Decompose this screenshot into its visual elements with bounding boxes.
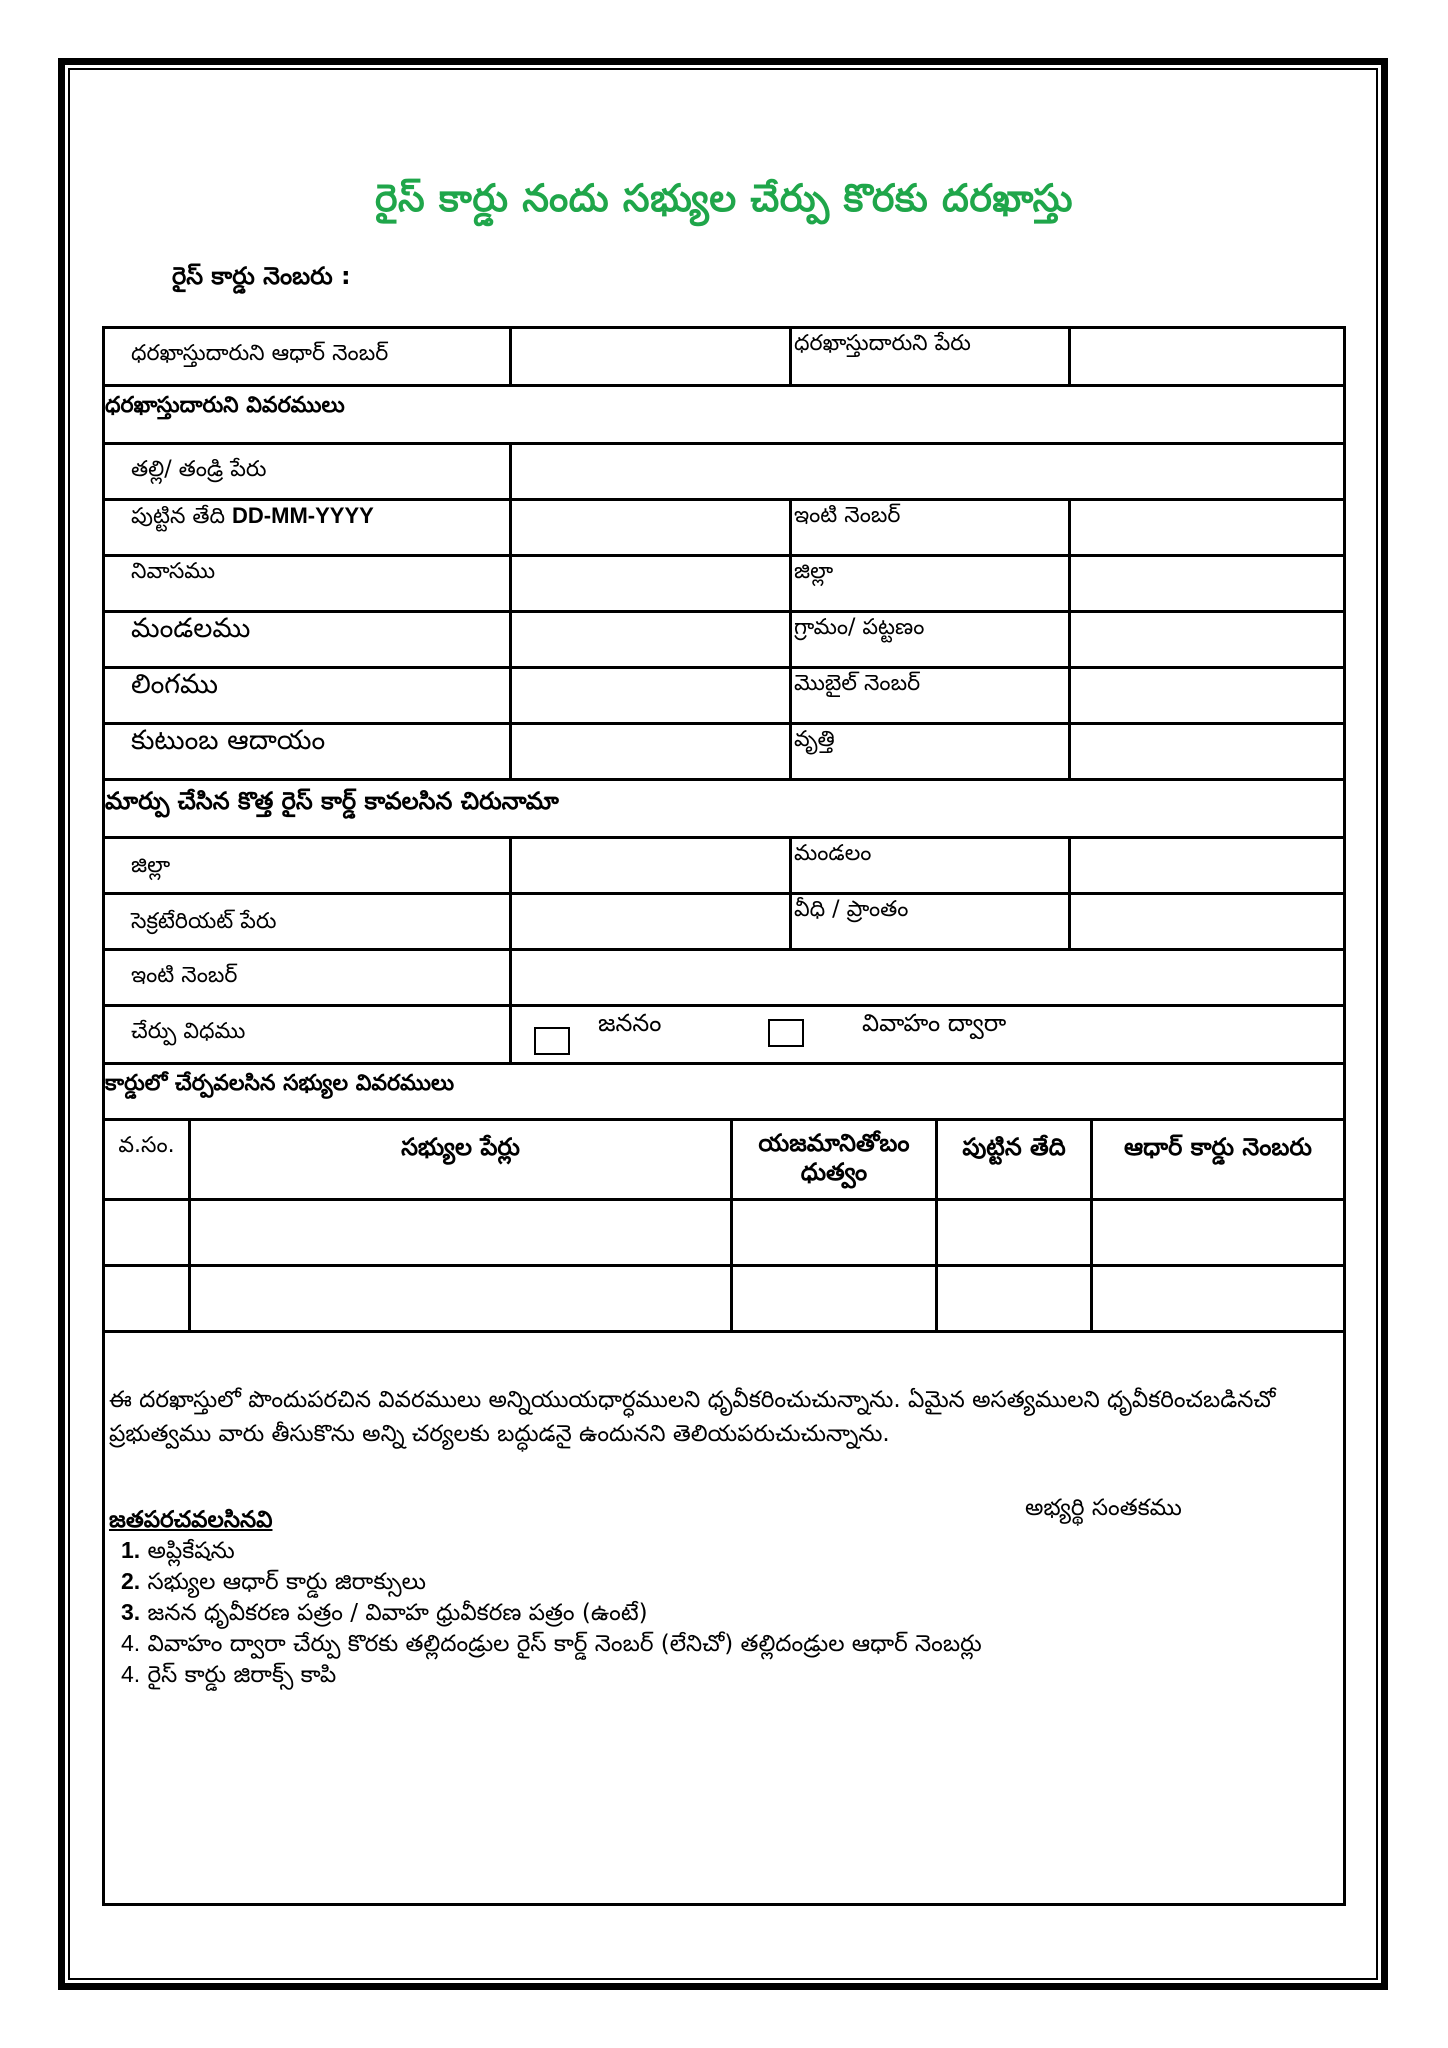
- member-relationship-field[interactable]: [733, 1267, 938, 1330]
- enclosures-list: [109, 1535, 1339, 1690]
- addition-method-row: [105, 1007, 1343, 1065]
- applicant-aadhaar-field[interactable]: [512, 329, 792, 384]
- addition-method-label: చేర్పు విధము: [105, 1007, 512, 1062]
- enclosure-text: వివాహం ద్వారా చేర్పు కొరకు తల్లిదండ్రుల రైస్ కార్డ్ నెంబర్ (లేనిచో) తల్లిదండ్రుల ఆధార్ నెంబర్లు: [147, 1631, 982, 1657]
- address-mandal-label: మండలం: [792, 839, 1071, 892]
- col-member-names: సభ్యుల పేర్లు: [191, 1121, 733, 1198]
- enclosure-item: [121, 1597, 1339, 1628]
- col-relationship: యజమానితోబం ధుత్వం: [733, 1121, 938, 1198]
- residence-row: [105, 557, 1343, 613]
- rice-card-number-label: రైస్ కార్డు నెంబరు :: [172, 262, 351, 290]
- enclosures-title: జతపరచవలసినవి: [109, 1507, 273, 1533]
- enclosure-item: [121, 1535, 1339, 1566]
- col-aadhaar-number: ఆధార్ కార్డు నెంబరు: [1124, 1133, 1312, 1161]
- parent-name-field[interactable]: [512, 445, 1343, 498]
- members-details-heading: కార్డులో చేర్పవలసిన సభ్యుల వివరములు: [105, 1065, 1343, 1121]
- application-form-table: [102, 326, 1346, 1906]
- member-relationship-field[interactable]: [733, 1201, 938, 1264]
- gender-label: లింగము: [105, 669, 512, 722]
- parent-name-row: [105, 445, 1343, 501]
- member-name-field[interactable]: [191, 1267, 733, 1330]
- occupation-field[interactable]: [1071, 725, 1343, 778]
- secretariat-name-field[interactable]: [512, 895, 792, 948]
- birth-checkbox[interactable]: [534, 1027, 570, 1055]
- applicant-id-row: [105, 329, 1343, 387]
- declaration-section: [105, 1333, 1343, 1903]
- enclosure-text: రైస్ కార్డు జిరాక్స్ కాపి: [147, 1662, 337, 1688]
- declaration-text: ఈ దరఖాస్తులో పొందుపరచిన వివరములు అన్నియుయధార్ధములని ధృవీకరించుచున్నాను. ఏమైన అసత్యములని ధృవీకరించబడినచో ప్రభుత్వము వారు తీసుకొను అన్ని చర్యలకు బద్ధుడనై ఉందునని తెలియపరుచుచున్నాను.: [109, 1387, 1276, 1447]
- member-name-field[interactable]: [191, 1201, 733, 1264]
- residence-label: నివాసము: [105, 557, 512, 610]
- secretariat-name-label: సెక్రటేరియట్ పేరు: [105, 895, 512, 948]
- birth-option-label: జననం: [598, 1009, 662, 1037]
- mandal-label: మండలము: [105, 613, 512, 666]
- mobile-number-field[interactable]: [1071, 669, 1343, 722]
- dob-label-text: పుట్టిన తేది: [131, 504, 226, 529]
- enclosure-number: 3.: [121, 1599, 141, 1625]
- address-mandal-field[interactable]: [1071, 839, 1343, 892]
- dob-format-hint: DD-MM-YYYY: [232, 503, 374, 528]
- gender-row: [105, 669, 1343, 725]
- family-income-row: [105, 725, 1343, 781]
- member-aadhaar-field[interactable]: [1093, 1201, 1343, 1264]
- family-income-label: కుటుంబ ఆదాయం: [105, 725, 512, 778]
- member-dob-field[interactable]: [938, 1201, 1093, 1264]
- mandal-field[interactable]: [512, 613, 792, 666]
- col-date-of-birth: పుట్టిన తేది: [938, 1121, 1093, 1198]
- member-row: [105, 1201, 1343, 1267]
- district-label: జిల్లా: [792, 557, 1071, 610]
- member-dob-field[interactable]: [938, 1267, 1093, 1330]
- occupation-label: వృత్తి: [792, 725, 1071, 778]
- parent-name-label: తల్లి/ తండ్రి పేరు: [105, 445, 512, 498]
- address-house-number-row: [105, 951, 1343, 1007]
- enclosure-text: అప్లికేషను: [147, 1538, 235, 1564]
- enclosure-text: జనన ధృవీకరణ పత్రం / వివాహ ధ్రువీకరణ పత్రం (ఉంటే): [147, 1600, 648, 1626]
- addition-method-options: [512, 1007, 1343, 1065]
- address-district-label: జిల్లా: [105, 839, 512, 892]
- col-serial-no: వ.సం.: [105, 1121, 191, 1198]
- marriage-checkbox[interactable]: [768, 1019, 804, 1047]
- district-field[interactable]: [1071, 557, 1343, 610]
- applicant-aadhaar-label: ధరఖాస్తుదారుని ఆధార్ నెంబర్: [105, 329, 512, 384]
- members-table-header: [105, 1121, 1343, 1201]
- new-card-address-heading: మార్పు చేసిన కొత్త రైస్ కార్డ్ కావలసిన చిరునామా: [105, 781, 1343, 839]
- member-aadhaar-field[interactable]: [1093, 1267, 1343, 1330]
- member-row: [105, 1267, 1343, 1333]
- address-district-row: [105, 839, 1343, 895]
- dob-row: [105, 501, 1343, 557]
- applicant-name-label: ధరఖాస్తుదారుని పేరు: [792, 329, 1071, 384]
- applicant-signature-label: అభ్యర్థి సంతకము: [1025, 1495, 1182, 1521]
- street-area-field[interactable]: [1071, 895, 1343, 948]
- declaration-block: [105, 1333, 1343, 1903]
- dob-label: [105, 501, 512, 554]
- member-serial-field[interactable]: [105, 1201, 191, 1264]
- enclosure-number: 2.: [121, 1568, 141, 1594]
- mandal-row: [105, 613, 1343, 669]
- secretariat-row: [105, 895, 1343, 951]
- family-income-field[interactable]: [512, 725, 792, 778]
- village-town-label: గ్రామం/ పట్టణం: [792, 613, 1071, 666]
- street-area-label: వీధి / ప్రాంతం: [792, 895, 1071, 948]
- address-house-number-field[interactable]: [512, 951, 1343, 1004]
- house-number-field[interactable]: [1071, 501, 1343, 554]
- enclosure-item: [121, 1566, 1339, 1597]
- marriage-option-label: వివాహం ద్వారా: [862, 1009, 1007, 1037]
- enclosure-number: 4.: [121, 1661, 141, 1687]
- house-number-label: ఇంటి నెంబర్: [792, 501, 1071, 554]
- dob-field[interactable]: [512, 501, 792, 554]
- applicant-details-heading: ధరఖాస్తుదారుని వివరములు: [105, 387, 1343, 445]
- enclosure-item: [121, 1628, 1339, 1659]
- address-house-number-label: ఇంటి నెంబర్: [105, 951, 512, 1004]
- member-serial-field[interactable]: [105, 1267, 191, 1330]
- enclosure-number: 1.: [121, 1537, 141, 1563]
- village-town-field[interactable]: [1071, 613, 1343, 666]
- enclosure-number: 4.: [121, 1630, 141, 1656]
- gender-field[interactable]: [512, 669, 792, 722]
- form-title: రైస్ కార్డు నందు సభ్యుల చేర్పు కొరకు దరఖాస్తు: [374, 176, 1073, 220]
- address-district-field[interactable]: [512, 839, 792, 892]
- enclosure-text: సభ్యుల ఆధార్ కార్డు జిరాక్సులు: [147, 1569, 426, 1595]
- mobile-number-label: మొబైల్ నెంబర్: [792, 669, 1071, 722]
- enclosure-item: [121, 1659, 1339, 1690]
- residence-field[interactable]: [512, 557, 792, 610]
- applicant-name-field[interactable]: [1071, 329, 1343, 384]
